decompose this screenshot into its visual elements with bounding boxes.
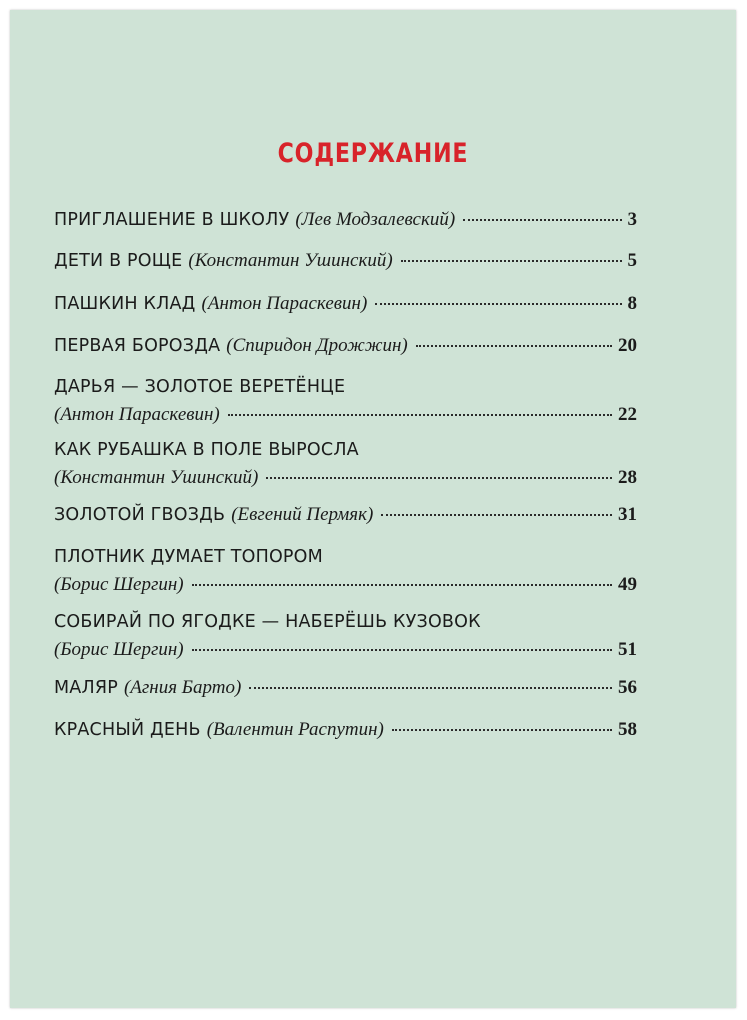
- dot-leader: [392, 729, 612, 731]
- toc-entry-title: ДАРЬЯ — ЗОЛОТОЕ ВЕРЕТЁНЦЕ: [54, 377, 346, 397]
- toc-entry-author: (Антон Параскевин): [54, 404, 220, 425]
- dot-leader: [249, 687, 612, 689]
- toc-entry-page: 49: [618, 574, 637, 595]
- dot-leader: [381, 514, 612, 516]
- toc-entry-title: ПАШКИН КЛАД: [54, 294, 196, 314]
- toc-entry[interactable]: [54, 247, 637, 275]
- toc-entry-author: (Константин Ушинский): [54, 467, 259, 488]
- dot-leader: [375, 303, 621, 305]
- dot-leader: [416, 345, 612, 347]
- toc-entry-page: 56: [618, 677, 637, 698]
- toc-entry-title: ЗОЛОТОЙ ГВОЗДЬ: [54, 505, 226, 525]
- toc-entry-author: (Константин Ушинский): [188, 250, 393, 271]
- toc-entry-title: ДЕТИ В РОЩЕ: [54, 251, 183, 271]
- toc-entry-title: МАЛЯР: [54, 678, 118, 698]
- toc-entry-author: (Евгений Пермяк): [231, 504, 374, 525]
- toc-entry-author: (Агния Барто): [123, 677, 242, 698]
- toc-entry[interactable]: [54, 373, 637, 429]
- dot-leader: [266, 477, 612, 479]
- toc-entry-page: 51: [618, 639, 637, 660]
- dot-leader: [192, 584, 612, 586]
- toc-entry[interactable]: [54, 332, 637, 360]
- toc-entry-title: КАК РУБАШКА В ПОЛЕ ВЫРОСЛА: [54, 440, 359, 460]
- toc-entry[interactable]: [54, 608, 637, 664]
- toc-entry-author: (Спиридон Дрожжин): [226, 335, 408, 356]
- toc-entry-title: СОБИРАЙ ПО ЯГОДКЕ — НАБЕРЁШЬ КУЗОВОК: [54, 612, 481, 632]
- toc-entry-title: КРАСНЫЙ ДЕНЬ: [54, 720, 201, 740]
- toc-entry[interactable]: [54, 501, 637, 529]
- toc-entry-page: 22: [618, 404, 637, 425]
- toc-entry-title: ПЛОТНИК ДУМАЕТ ТОПОРОМ: [54, 547, 323, 567]
- dot-leader: [228, 414, 612, 416]
- toc-entry-page: 28: [618, 467, 637, 488]
- toc-entry[interactable]: [54, 716, 637, 744]
- page-title: СОДЕРЖАНИЕ: [277, 138, 469, 169]
- toc-entry-author: (Валентин Распутин): [206, 719, 384, 740]
- toc-entry-title: ПРИГЛАШЕНИЕ В ШКОЛУ: [54, 210, 290, 230]
- toc-entry-page: 31: [618, 504, 637, 525]
- toc-entry-page: 8: [627, 293, 637, 314]
- toc-entry[interactable]: [54, 290, 637, 318]
- toc-entry-page: 20: [618, 335, 637, 356]
- toc-entry-page: 5: [627, 250, 637, 271]
- toc-entry-author: (Борис Шергин): [54, 639, 184, 660]
- toc-entry-page: 3: [627, 209, 637, 230]
- toc-entry-author: (Борис Шергин): [54, 574, 184, 595]
- toc-entry-title: ПЕРВАЯ БОРОЗДА: [54, 336, 221, 356]
- dot-leader: [401, 260, 622, 262]
- toc-entry[interactable]: [54, 543, 637, 599]
- toc-entry-page: 58: [618, 719, 637, 740]
- toc-entry-author: (Лев Модзалевский): [295, 209, 456, 230]
- toc-entry[interactable]: [54, 206, 637, 234]
- toc-entry-author: (Антон Параскевин): [201, 293, 368, 314]
- book-page: [10, 10, 736, 1008]
- dot-leader: [192, 649, 612, 651]
- dot-leader: [463, 219, 621, 221]
- toc-entry[interactable]: [54, 436, 637, 492]
- toc-entry[interactable]: [54, 674, 637, 702]
